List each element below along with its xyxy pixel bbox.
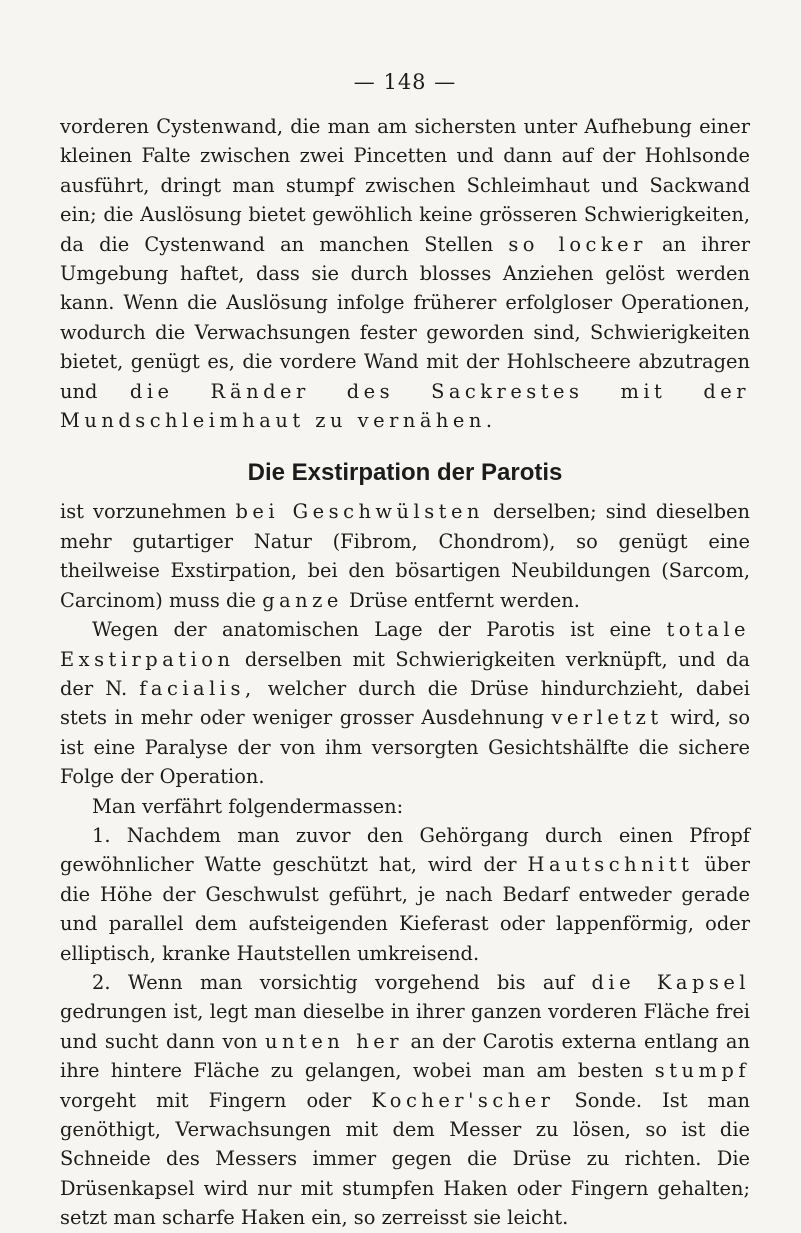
book-page	[60, 70, 750, 1233]
page-number: — 148 —	[353, 70, 457, 94]
emphasis-text: unten her	[265, 1029, 404, 1053]
section-heading: Die Exstirpation der Parotis	[247, 459, 563, 487]
emphasis-text: die Ränder des Sackrestes mit der Mundschleimhaut zu vernähen.	[60, 379, 751, 433]
emphasis-text: so locker	[508, 232, 647, 256]
emphasis-text: facialis,	[139, 676, 256, 700]
emphasis-text: die Kapsel	[591, 970, 750, 994]
paragraph-cyst-wall: vorderen Cystenwand, die man am sichersten unter Aufhebung einer kleinen Falte zwischen zwei Pincetten und dann auf der Hohlsonde ausführt, dringt man stumpf zwischen Schleimhaut und Sackwand ein; die Auslösung bietet gewöhlich keine grösseren Schwierigkeiten, da die Cystenwand an manchen Stellen so locker an ihrer Umgebung haftet, dass sie durch blosses Anziehen gelöst werden kann. Wenn die Auslösung infolge früherer erfolgloser Operationen, wodurch die Verwachsungen fester geworden sind, Schwierigkeiten bietet, genügt es, die vordere Wand mit der Hohlscheere abzutragen und die Ränder des Sackrestes mit der Mundschleimhaut zu vernähen.	[60, 115, 751, 433]
emphasis-text: totale Exstirpation	[60, 618, 750, 671]
emphasis-text: Hautschnitt	[527, 853, 694, 877]
paragraph-indication: ist vorzunehmen bei Geschwülsten derselben; sind dieselben mehr gutartiger Natur (Fibrom, Chondrom), so genügt eine theilweise Exstirpation, bei den bösartigen Neubildungen (Sarcom, Carcinom) muss die ganze Drüse entfernt werden.	[60, 500, 750, 612]
paragraph-step-1: 1. Nachdem man zuvor den Gehörgang durch einen Pfropf gewöhnlicher Watte geschützt hat, wird der Hautschnitt über die Höhe der Geschwulst geführt, je nach Bedarf entweder gerade und parallel dem aufsteigenden Kieferast oder lappenförmig, oder elliptisch, kranke Hautstellen umkreisend.	[60, 823, 750, 965]
paragraph-procedure-intro: Man verfährt folgendermassen:	[92, 794, 404, 818]
paragraph-anatomy: Wegen der anatomischen Lage der Parotis ist eine totale Exstirpation derselben mit Schwierigkeiten verknüpft, und da der N. facialis, welcher durch die Drüse hindurchzieht, dabei stets in mehr oder weniger grosser Ausdehnung verletzt wird, so ist eine Paralyse der von ihm versorgten Gesichtshälfte die sichere Folge der Operation.	[60, 618, 750, 789]
emphasis-text: bei Geschwülsten	[235, 500, 484, 524]
emphasis-text: verletzt	[551, 706, 663, 730]
emphasis-text: ganze	[262, 588, 343, 612]
paragraph-step-2: 2. Wenn man vorsichtig vorgehend bis auf die Kapsel gedrungen ist, legt man dieselbe in ihrer ganzen vorderen Fläche frei und sucht dann von unten her an der Carotis externa entlang an ihre hintere Fläche zu gelangen, wobei man am besten stumpf vorgeht mit Fingern oder Kocher'scher Sonde. Ist man genöthigt, Verwachsungen mit dem Messer zu lösen, so ist die Schneide des Messers immer gegen die Drüse zu richten. Die Drüsenkapsel wird nur mit stumpfen Haken oder Fingern gehalten; setzt man scharfe Haken ein, so zerreisst sie leicht.	[60, 970, 750, 1230]
emphasis-text: stumpf	[654, 1059, 750, 1083]
emphasis-text: Kocher'scher	[371, 1088, 555, 1112]
